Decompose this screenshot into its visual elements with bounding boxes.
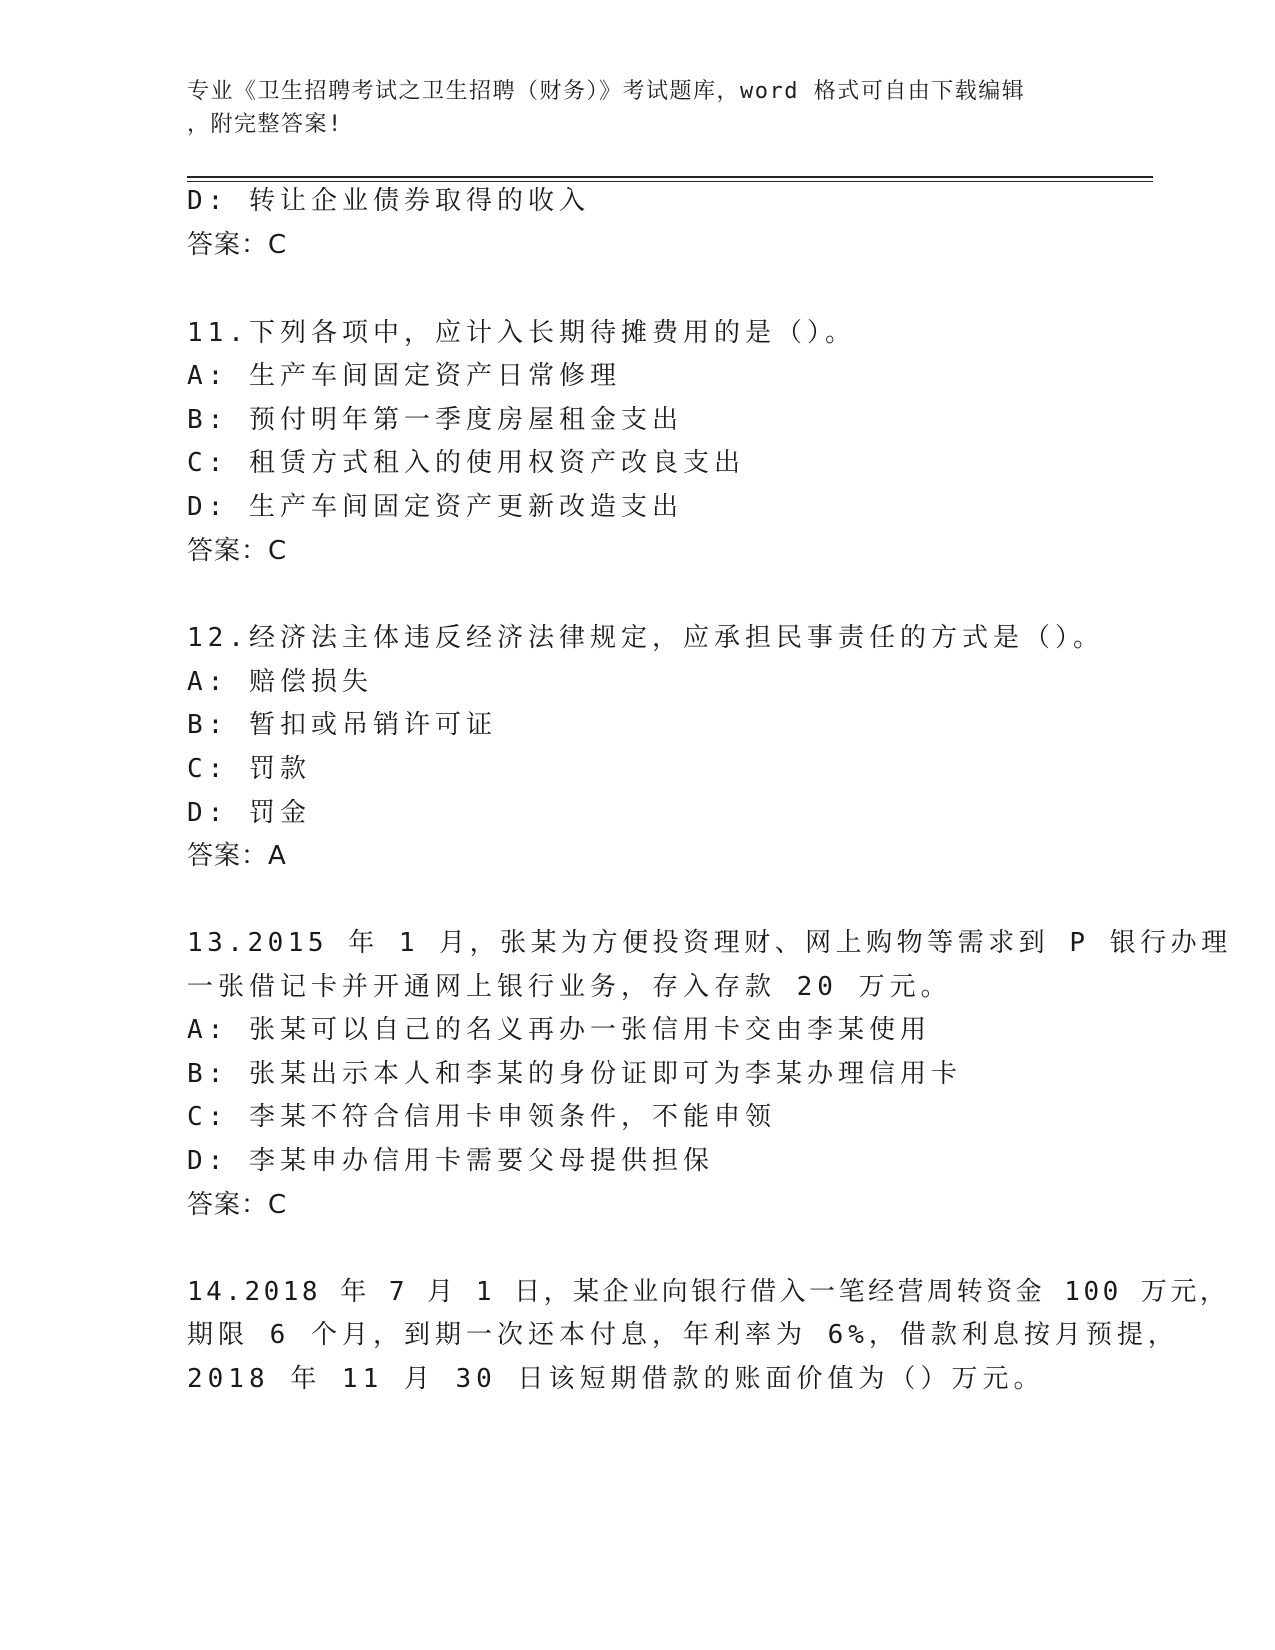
question-11-option-b: B: 预付明年第一季度房屋租金支出: [187, 405, 683, 435]
question-11-answer: 答案：C: [187, 536, 288, 566]
question-13-option-b: B: 张某出示本人和李某的身份证即可为李某办理信用卡: [187, 1059, 962, 1089]
question-13-option-a: A: 张某可以自己的名义再办一张信用卡交由李某使用: [187, 1015, 931, 1045]
question-12-answer: 答案：A: [187, 841, 287, 871]
question-13-stem-line-1: 13.2015 年 1 月，张某为方便投资理财、网上购物等需求到 P 银行办理: [187, 928, 1232, 958]
header-title-line-1: 专业《卫生招聘考试之卫生招聘（财务）》考试题库，word 格式可自由下载编辑: [187, 79, 1026, 104]
answer-previous: 答案：C: [187, 230, 288, 260]
question-12-stem: 12.经济法主体违反经济法律规定，应承担民事责任的方式是（）。: [187, 623, 1104, 653]
question-12-option-d: D: 罚金: [187, 798, 311, 828]
question-12-option-a: A: 赔偿损失: [187, 667, 373, 697]
option-d-previous: D: 转让企业债券取得的收入: [187, 186, 590, 216]
question-11-option-c: C: 租赁方式租入的使用权资产改良支出: [187, 448, 745, 478]
question-13-option-d: D: 李某申办信用卡需要父母提供担保: [187, 1146, 714, 1176]
question-13-answer: 答案：C: [187, 1190, 288, 1220]
question-11-stem: 11.下列各项中，应计入长期待摊费用的是（）。: [187, 318, 856, 348]
header-divider-thin: [187, 181, 1153, 182]
question-14-stem-line-2: 期限 6 个月，到期一次还本付息，年利率为 6%，借款利息按月预提，: [187, 1320, 1179, 1350]
page-header: [187, 75, 1087, 141]
question-12-option-b: B: 暂扣或吊销许可证: [187, 710, 497, 740]
question-13-stem-line-2: 一张借记卡并开通网上银行业务，存入存款 20 万元。: [187, 972, 952, 1002]
question-13-option-c: C: 李某不符合信用卡申领条件，不能申领: [187, 1102, 776, 1132]
header-divider: [187, 176, 1153, 178]
question-11-option-d: D: 生产车间固定资产更新改造支出: [187, 492, 683, 522]
question-14-stem-line-3: 2018 年 11 月 30 日该短期借款的账面价值为（）万元。: [187, 1364, 1045, 1394]
question-11-option-a: A: 生产车间固定资产日常修理: [187, 361, 621, 391]
question-12-option-c: C: 罚款: [187, 754, 311, 784]
header-title-line-2: ，附完整答案!: [187, 112, 343, 137]
question-14-stem-line-1: 14.2018 年 7 月 1 日，某企业向银行借入一笔经营周转资金 100 万元，: [187, 1277, 1230, 1307]
